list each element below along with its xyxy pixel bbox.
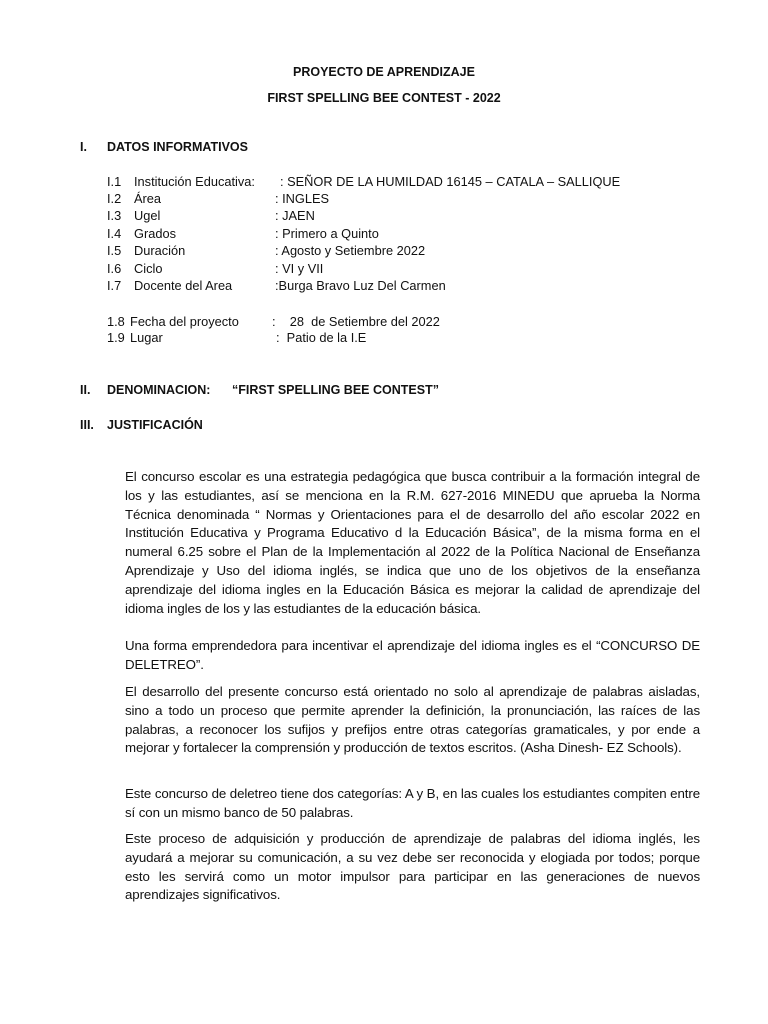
justification-paragraph: El concurso escolar es una estrategia pedagógica que busca contribuir a la formación integral de los y las estudiantes, así se menciona en la R.M. 627-2016 MINEDU que aprueba la Norma Técnica denominada “ Normas y Orientaciones para el de desarrollo del año escolar 2022 en Institución Educativa y Programa Educativo d la Educación Básica”, de la misma forma en el numeral 6.25 sobre el Plan de la Implementación al 2022 de la Política Nacional de Enseñanza Aprendizaje y Uso del idioma inglés, se indica que uno de los objetivos de la enseñanza aprendizaje del idioma ingles en la Educación Básica es mejorar la calidad de aprendizaje del idioma ingles de los y las estudiantes de la educación básica. xyxy=(125,469,700,616)
info-label: Duración xyxy=(134,243,186,258)
info-label: Grados xyxy=(134,226,176,241)
info-value: : SEÑOR DE LA HUMILDAD 16145 – CATALA – SALLIQUE xyxy=(280,174,621,189)
section-2-value: “FIRST SPELLING BEE CONTEST” xyxy=(232,383,439,397)
section-3-heading: JUSTIFICACIÓN xyxy=(107,418,203,432)
info-num: I.1 xyxy=(107,174,122,189)
justification-paragraph: Este concurso de deletreo tiene dos categorías: A y B, en las cuales los estudiantes compiten entre sí con un mismo banco de 50 palabras. xyxy=(125,786,700,820)
section-1-heading: DATOS INFORMATIVOS xyxy=(107,140,248,154)
info-value: : 28 de Setiembre del 2022 xyxy=(272,314,440,329)
info-num: I.5 xyxy=(107,243,122,258)
info-label: Ugel xyxy=(134,208,161,223)
info-value: :Burga Bravo Luz Del Carmen xyxy=(275,278,446,293)
info-num: I.6 xyxy=(107,261,122,276)
info-num: I.4 xyxy=(107,226,122,241)
info-num: I.3 xyxy=(107,208,122,223)
justification-paragraph: Una forma emprendedora para incentivar el aprendizaje del idioma ingles es el “CONCURSO DE DELETREO”. xyxy=(125,638,700,672)
section-3-numeral: III. xyxy=(80,418,94,432)
info-label: Fecha del proyecto xyxy=(130,314,239,329)
info-value: : VI y VII xyxy=(275,261,324,276)
info-value: : INGLES xyxy=(275,191,330,206)
info-value: : Patio de la I.E xyxy=(276,330,367,345)
info-label: Docente del Area xyxy=(134,278,233,293)
justification-paragraph: El desarrollo del presente concurso está orientado no solo al aprendizaje de palabras aisladas, sino a todo un proceso que permite aprender la definición, la pronunciación, las raíces de las palabras, a reconocer los sufijos y prefijos entre otras categorías gramaticales, y por ende a mejorar y fortalecer la comprensión y producción de textos escritos. (Asha Dinesh- EZ Schools). xyxy=(125,684,700,756)
info-num: I.2 xyxy=(107,191,122,206)
info-value: : Agosto y Setiembre 2022 xyxy=(275,243,426,258)
info-num: I.7 xyxy=(107,278,122,293)
info-label: Institución Educativa: xyxy=(134,174,255,189)
info-num: 1.8 xyxy=(107,314,125,329)
info-label: Lugar xyxy=(130,330,163,345)
justification-paragraph: Este proceso de adquisición y producción de aprendizaje de palabras del idioma inglés, les ayudará a mejorar su comunicación, a su vez debe ser reconocida y elogiada por todos; porque esto les servirá como un motor impulsor para participar en las generaciones de nuevos aprendizajes significativos. xyxy=(125,831,700,903)
document-title: PROYECTO DE APRENDIZAJE xyxy=(293,65,475,79)
info-value: : Primero a Quinto xyxy=(275,226,379,241)
section-1-numeral: I. xyxy=(80,140,87,154)
info-num: 1.9 xyxy=(107,330,125,345)
info-label: Área xyxy=(134,191,162,206)
info-value: : JAEN xyxy=(275,208,315,223)
section-2-numeral: II. xyxy=(80,383,91,397)
document-subtitle: FIRST SPELLING BEE CONTEST - 2022 xyxy=(267,91,501,105)
section-2-heading: DENOMINACION: xyxy=(107,383,211,397)
info-label: Ciclo xyxy=(134,261,163,276)
